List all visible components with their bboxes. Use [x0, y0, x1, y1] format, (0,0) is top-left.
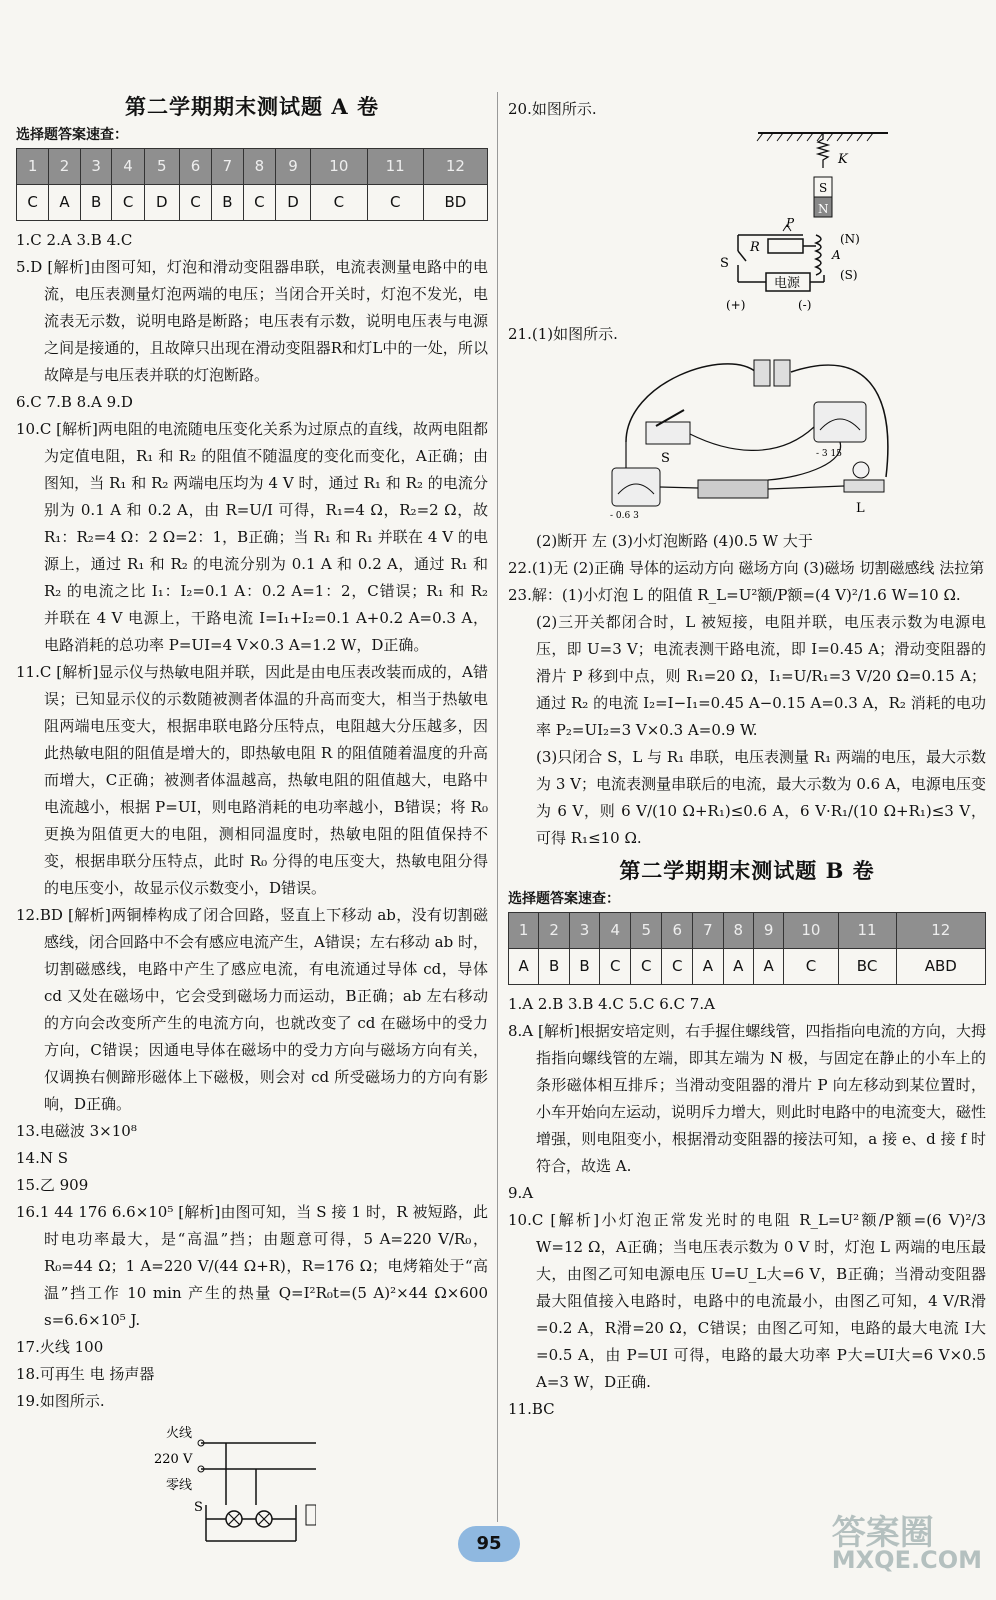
answer-item: 10.C [解析]两电阻的电流随电压变化关系为过原点的直线，故两电阻都为定值电阻，R₁ 和 R₂ 的阻值不随温度的变化而变化，A正确；由图知，当 R₁ 和 R₂ 两端电压均为 4 V 时，通过 R₁ 和 R₂ 的电流分别为 0.1 A 和 0.2 A，由 R=U/I 可得，R₁=4 Ω，R₂=2 Ω，故 R₁：R₂=4 Ω：2 Ω=2：1，B正确；当 R₁ 和 R₁ 并联在 4 V 的电源上，通过 R₁ 和 R₂ 的电流分别为 0.1 A 和 0.2 A，通过 R₁ 和 R₂ 的电流之比 I₁：I₂=0.1 A：0.2 A=1：2，C错误；R₁ 和 R₂ 并联在 4 V 电源上，干路电流 I=I₁+I₂=0.1 A+0.2 A=0.3 A，电路消耗的总功率 P=UI=4 V×0.3 A=1.2 W，D正确。: [16, 420, 488, 654]
answer-item: 20.如图所示.: [508, 100, 597, 118]
cell: C: [631, 949, 662, 985]
answer-item: (2)三开关都闭合时，L 被短接，电阻并联，电压表示数为电源电压，即 U=3 V；电流表测干路电流，即 I=0.45 A；滑动变阻器的滑片 P 移到中点，则 R₁=20 Ω，I₁=U/R₁=3 V/20 Ω=0.15 A；通过 R₂ 的电流 I₂=I−I₁=0.45 A−0.15 A=0.3 A，R₂ 消耗的电功率 P₂=UI₂=3 V×0.3 A=0.9 W.: [536, 613, 986, 739]
fig20-plus-label: (+): [726, 298, 746, 312]
answer-item: (2)断开 左 (3)小灯泡断路 (4)0.5 W 大于: [536, 532, 813, 550]
answer-table-a-numbers: [17, 149, 488, 185]
cell: 8: [243, 149, 275, 185]
cell: 5: [631, 913, 662, 949]
cell: C: [784, 949, 838, 985]
rheostat-icon: [768, 239, 803, 253]
cell: 8: [723, 913, 753, 949]
figure-21-physical-circuit: [606, 352, 906, 524]
cell: 5: [144, 149, 179, 185]
cell: 11: [838, 913, 896, 949]
answer-item: 1.A 2.B 3.B 4.C 5.C 6.C 7.A: [508, 995, 715, 1013]
cell: 4: [600, 913, 631, 949]
fig20-n-label: N: [818, 202, 829, 216]
cell: 11: [367, 149, 423, 185]
cell: C: [311, 185, 367, 221]
cell: A: [49, 185, 81, 221]
fig21-vrange-label: - 3 15: [816, 449, 842, 459]
switch-icon: [646, 422, 690, 444]
column-divider: [497, 92, 498, 1522]
cell: C: [243, 185, 275, 221]
fig20-npole-label: (N): [840, 232, 860, 246]
answer-item: 21.(1)如图所示.: [508, 325, 618, 343]
answer-item: (3)只闭合 S，L 与 R₁ 串联，电压表测量 R₁ 两端的电压，最大示数为 3 V；电流表测量串联后的电流，最大示数为 0.6 A，电源电压变为 6 V，则 6 V/(10 Ω+R₁)≤0.6 A，6 V·R₁/(10 Ω+R₁)≤3 V，可得 R₁≤10 Ω.: [536, 748, 986, 847]
cell: D: [275, 185, 310, 221]
answer-item: 1.C 2.A 3.B 4.C: [16, 231, 133, 249]
socket-icon: [306, 1505, 316, 1525]
fig21-l-label: L: [856, 501, 865, 516]
cell: 6: [179, 149, 211, 185]
cell: B: [539, 949, 569, 985]
battery-icon: [774, 360, 790, 386]
coil-icon: [816, 235, 821, 275]
section-a-title: 第二学期期末测试题 A 卷: [125, 94, 379, 119]
answer-item: 15.乙 909: [16, 1176, 89, 1194]
answer-table-a: [16, 148, 488, 221]
cell: 1: [17, 149, 49, 185]
cell: A: [723, 949, 753, 985]
fig21-arange-label: - 0.6 3: [610, 511, 639, 521]
section-b-title: 第二学期期末测试题 B 卷: [619, 858, 875, 883]
cell: BD: [423, 185, 487, 221]
figure-19-circuit: [16, 1419, 316, 1549]
answer-item: 11.BC: [508, 1400, 555, 1418]
answer-table-b: [508, 912, 986, 985]
cell: C: [600, 949, 631, 985]
figure-20-electromagnet: [588, 127, 948, 317]
fig19-voltage-label: 220 V: [154, 1452, 193, 1467]
answer-label-a: 选择题答案速查：: [16, 127, 128, 143]
cell: C: [179, 185, 211, 221]
fig20-s-label: S: [819, 181, 828, 195]
answer-item: 19.如图所示.: [16, 1392, 105, 1410]
cell: 2: [539, 913, 569, 949]
cell: 1: [509, 913, 539, 949]
answer-item: 12.BD [解析]两铜棒构成了闭合回路，竖直上下移动 ab，没有切割磁感线，闭合回路中不会有感应电流产生，A错误；左右移动 ab 时，切割磁感线，电路中产生了感应电流，有电流通过导体 cd，导体 cd 又处在磁场中，它会受到磁场力而运动，B正确；ab 左右移动的方向会改变所产生的电流方向，也就改变了 cd 在磁场中的受力方向，C错误；因通电导体在磁场中的受力方向与磁场方向有关，仅调换右侧蹄形磁体上下磁极，则会对 cd 所受磁场力的方向有影响，D正确。: [16, 906, 488, 1113]
answer-item: 9.A: [508, 1184, 534, 1202]
answer-table-b-answers: [509, 949, 986, 985]
cell: 10: [784, 913, 838, 949]
page-number: 95: [458, 1526, 520, 1562]
answer-table-a-answers: [17, 185, 488, 221]
cell: C: [367, 185, 423, 221]
cell: A: [753, 949, 783, 985]
cell: 7: [693, 913, 723, 949]
answer-item: 23.解：(1)小灯泡 L 的阻值 R_L=U²额/P额=(4 V)²/1.6 W=10 Ω.: [508, 586, 961, 604]
answer-item: 16.1 44 176 6.6×10⁵ [解析]由图可知，当 S 接 1 时，R 被短路，此时电功率最大，是“高温”挡；由题意可得，5 A=220 V/R₀，R₀=44 Ω；1 A=220 V/(44 Ω+R)，R=176 Ω；电烤箱处于“高温”挡工作 10 min 产生的热量 Q=I²R₀t=(5 A)²×44 Ω×600 s=6.6×10⁵ J.: [16, 1203, 488, 1329]
watermark-main: 答案圈: [831, 1513, 934, 1553]
ammeter-icon: [612, 468, 660, 506]
cell: 9: [753, 913, 783, 949]
cell: ABD: [896, 949, 985, 985]
watermark-sub: MXQE.COM: [831, 1546, 982, 1574]
answer-label-b: 选择题答案速查：: [508, 891, 620, 907]
answer-item: 6.C 7.B 8.A 9.D: [16, 393, 133, 411]
cell: 9: [275, 149, 310, 185]
fig19-switch-label: S: [194, 1500, 203, 1515]
cell: B: [212, 185, 244, 221]
battery-icon: [754, 360, 770, 386]
cell: 4: [112, 149, 144, 185]
answer-table-b-numbers: [509, 913, 986, 949]
cell: B: [569, 949, 599, 985]
fig20-r-label: R: [750, 240, 760, 255]
cell: 3: [80, 149, 112, 185]
cell: 7: [212, 149, 244, 185]
answer-item: 18.可再生 电 扬声器: [16, 1365, 155, 1383]
fig20-minus-label: (-): [798, 298, 812, 312]
cell: 12: [423, 149, 487, 185]
answer-item: 11.C [解析]显示仪与热敏电阻并联，因此是由电压表改装而成的，A错误；已知显示仪的示数随被测者体温的升高而变大，相当于热敏电阻两端电压变大，根据串联电路分压特点，电阻越大分压越多，因此热敏电阻的阻值是增大的，即热敏电阻 R 的阻值随着温度的升高而增大，C正确；被测者体温越高，热敏电阻的阻值越大，电路中电流越小，根据 P=UI，则电路消耗的电功率越小，B错误；将 R₀ 更换为阻值更大的电阻，测相同温度时，热敏电阻的阻值保持不变，根据串联分压特点，此时 R₀ 分得的电压变大，热敏电阻分得的电压变小，故显示仪示数变小，D错误。: [16, 663, 488, 897]
fig19-neutral-label: 零线: [166, 1478, 193, 1493]
answer-item: 5.D [解析]由图可知，灯泡和滑动变阻器串联，电流表测量电路中的电流，电压表测量灯泡两端的电压；当闭合开关时，灯泡不发光，电流表无示数，说明电路是断路；电压表有示数，说明电压表与电源之间是接通的，且故障只出现在滑动变阻器R和灯L中的一处，所以故障是与电压表并联的灯泡断路。: [16, 258, 488, 384]
answer-item: 8.A [解析]根据安培定则，右手握住螺线管，四指指向电流的方向，大拇指指向螺线管的左端，即其左端为 N 极，与固定在静止的小车上的条形磁体相互排斥；当滑动变阻器的滑片 P 向左移动到某位置时，小车开始向左运动，说明斥力增大，则此时电路中的电流变大，磁性增强，则电阻变小，根据滑动变阻器的接法可知，a 接 e、d 接 f 时符合，故选 A.: [508, 1022, 987, 1175]
cell: A: [509, 949, 539, 985]
right-column: [508, 96, 986, 1423]
answer-item: 13.电磁波 3×10⁸: [16, 1122, 137, 1140]
answer-item: 14.N S: [16, 1149, 69, 1167]
voltmeter-icon: [814, 402, 866, 442]
cell: A: [693, 949, 723, 985]
left-column: [16, 92, 488, 1553]
fig20-source-label: 电源: [774, 276, 801, 291]
fig20-a-label: A: [832, 248, 841, 262]
cell: C: [662, 949, 693, 985]
fig20-switch-label: S: [720, 256, 729, 271]
cell: 3: [569, 913, 599, 949]
cell: 12: [896, 913, 985, 949]
answer-item: 10.C [解析]小灯泡正常发光时的电阻 R_L=U²额/P额=(6 V)²/3 W=12 Ω，A正确；当电压表示数为 0 V 时，灯泡 L 两端的电压最大，由图乙可知电源电压 U=U_L大=6 V，B正确；当滑动变阻器最大阻值接入电路时，电路中的电流最小，由图乙可知，4 V/R滑=0.2 A，R滑=20 Ω，C错误；由图乙可知，电路的最大电流 I大=0.5 A，由 P=UI 可得，电路的最大功率 P大=UI大=6 V×0.5 A=3 W，D正确.: [508, 1211, 986, 1391]
bulb-icon: [853, 462, 869, 478]
fig20-p-label: P: [786, 216, 795, 230]
cell: BC: [838, 949, 896, 985]
cell: 6: [662, 913, 693, 949]
cell: C: [17, 185, 49, 221]
cell: 2: [49, 149, 81, 185]
answer-item: 17.火线 100: [16, 1338, 104, 1356]
cell: 10: [311, 149, 367, 185]
cell: B: [80, 185, 112, 221]
watermark: [831, 1513, 982, 1574]
fig20-k-label: K: [838, 152, 848, 167]
fig20-spole-label: (S): [840, 268, 858, 282]
fig21-s-label: S: [661, 451, 670, 466]
cell: C: [112, 185, 144, 221]
answer-item: 22.(1)无 (2)正确 导体的运动方向 磁场方向 (3)磁场 切割磁感线 法拉第: [508, 559, 985, 577]
rheostat-icon: [698, 480, 768, 498]
fig19-live-label: 火线: [166, 1426, 193, 1441]
cell: D: [144, 185, 179, 221]
